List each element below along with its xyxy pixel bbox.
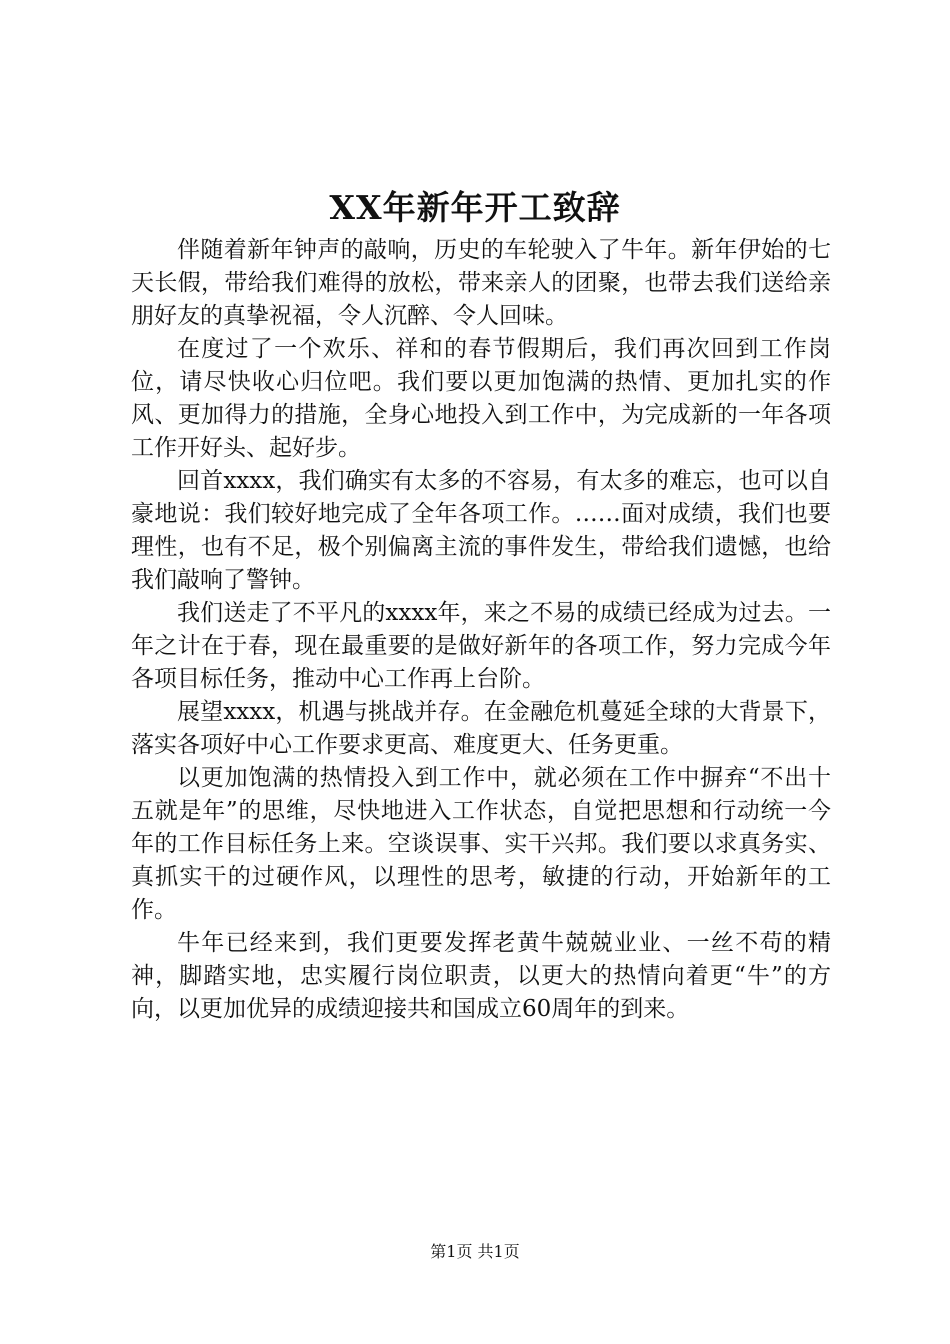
paragraph-1: 伴随着新年钟声的敲响，历史的车轮驶入了牛年。新年伊始的七天长假，带给我们难得的放松，带来亲人的团聚，也带去我们送给亲朋好友的真挚祝福，令人沉醉、令人回味。 [131,237,831,329]
paragraph-6: 以更加饱满的热情投入到工作中，就必须在工作中摒弃“不出十五就是年”的思维，尽快地进入工作状态，自觉把思想和行动统一今年的工作目标任务上来。空谈误事、实干兴邦。我们要以求真务实、真抓实干的过硬作风，以理性的思考，敏捷的行动，开始新年的工作。 [131,765,831,923]
document-title: XX年新年开工致辞 [329,188,621,227]
paragraph-4: 我们送走了不平凡的xxxx年，来之不易的成绩已经成为过去。一年之计在于春，现在最重要的是做好新年的各项工作，努力完成今年各项目标任务，推动中心工作再上台阶。 [131,600,831,692]
document-body [131,234,831,1026]
paragraph-7: 牛年已经来到，我们更要发挥老黄牛兢兢业业、一丝不苟的精神，脚踏实地，忠实履行岗位职责，以更大的热情向着更“牛”的方向，以更加优异的成绩迎接共和国成立60周年的到来。 [131,930,831,1022]
paragraph-2: 在度过了一个欢乐、祥和的春节假期后，我们再次回到工作岗位，请尽快收心归位吧。我们要以更加饱满的热情、更加扎实的作风、更加得力的措施，全身心地投入到工作中，为完成新的一年各项工作开好头、起好步。 [131,336,831,461]
paragraph-5: 展望xxxx，机遇与挑战并存。在金融危机蔓延全球的大背景下，落实各项好中心工作要求更高、难度更大、任务更重。 [131,699,831,758]
paragraph-3: 回首xxxx，我们确实有太多的不容易，有太多的难忘，也可以自豪地说：我们较好地完成了全年各项工作。……面对成绩，我们也要理性，也有不足，极个别偏离主流的事件发生，带给我们遗憾，也给我们敲响了警钟。 [131,468,831,593]
page-footer: 第1页 共1页 [430,1242,520,1261]
